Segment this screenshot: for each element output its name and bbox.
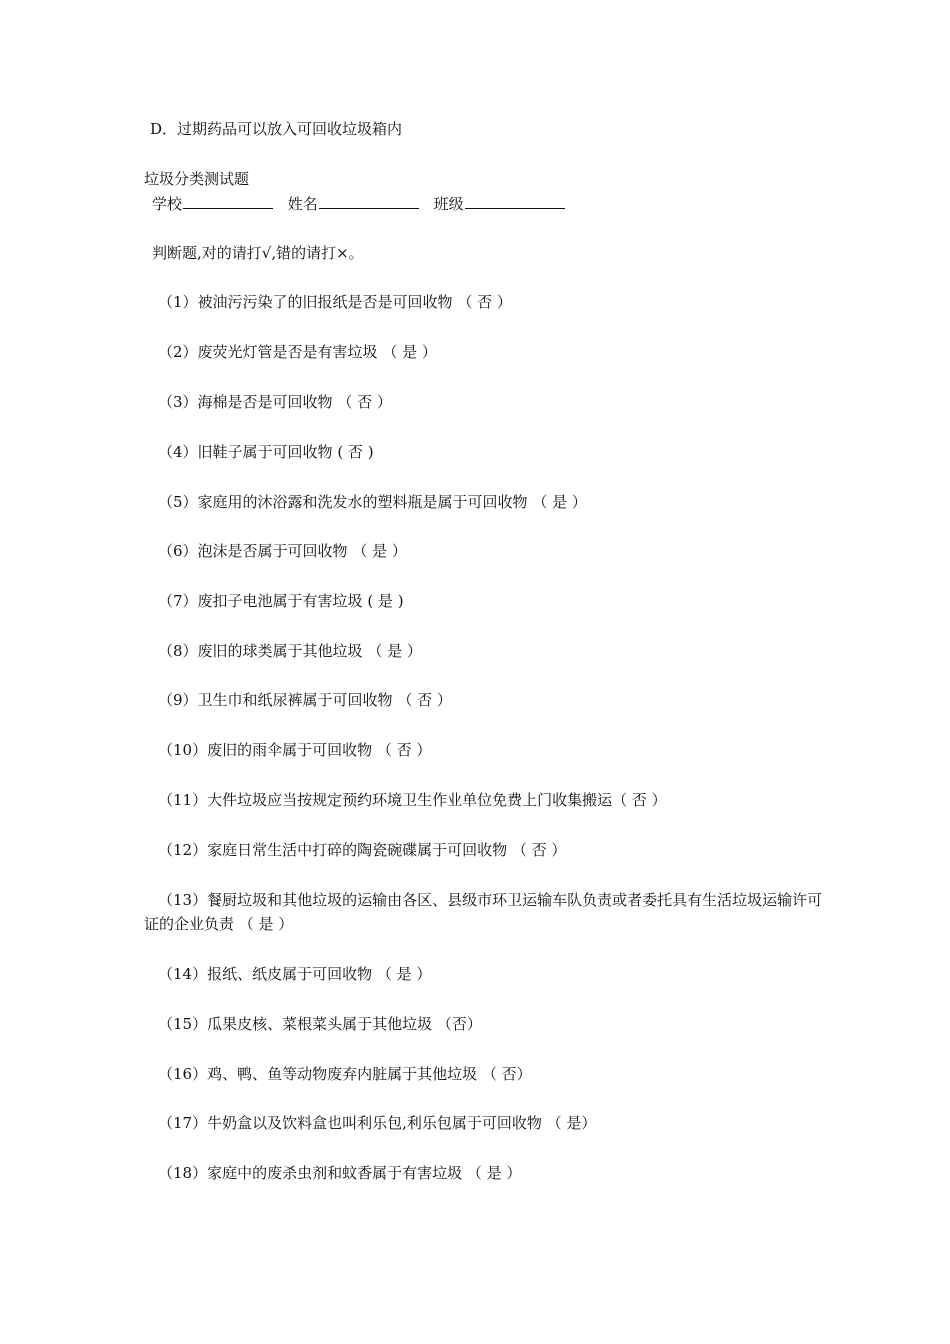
question-item: （8）废旧的球类属于其他垃圾 （ 是 ） — [158, 642, 422, 660]
question-item: （5）家庭用的沐浴露和洗发水的塑料瓶是属于可回收物 （ 是 ） — [158, 493, 587, 511]
question-item: （6）泡沫是否属于可回收物 （ 是 ） — [158, 542, 407, 560]
question-item: （4）旧鞋子属于可回收物 ( 否 ) — [158, 443, 374, 461]
class-blank[interactable] — [465, 192, 565, 209]
question-item: （9）卫生巾和纸尿裤属于可回收物 （ 否 ） — [158, 691, 452, 709]
student-info-fields — [152, 192, 575, 215]
name-field — [288, 192, 419, 215]
document-title: 垃圾分类测试题 — [144, 170, 250, 188]
question-item: （16）鸡、鸭、鱼等动物废弃内脏属于其他垃圾 （ 否） — [158, 1065, 532, 1083]
question-item: （1）被油污污染了的旧报纸是否是可回收物 （ 否 ） — [158, 293, 512, 311]
class-label: 班级 — [433, 195, 464, 213]
question-item: （10）废旧的雨伞属于可回收物 （ 否 ） — [158, 741, 432, 759]
school-label: 学校 — [152, 195, 183, 213]
question-item: （11）大件垃圾应当按规定预约环境卫生作业单位免费上门收集搬运（ 否 ） — [158, 791, 667, 809]
instruction-text: 判断题,对的请打√,错的请打×。 — [152, 244, 364, 262]
question-item: （13）餐厨垃圾和其他垃圾的运输由各区、县级市环卫运输车队负责或者委托具有生活垃圾运输许可证的企业负责 （ 是 ） — [144, 891, 823, 933]
class-field — [434, 192, 565, 215]
question-item: （3）海棉是否是可回收物 （ 否 ） — [158, 393, 392, 411]
previous-question-option-d: D．过期药品可以放入可回收垃圾箱内 — [150, 120, 403, 138]
question-item: （17）牛奶盒以及饮料盒也叫利乐包,利乐包属于可回收物 （ 是） — [158, 1114, 597, 1132]
question-item: （18）家庭中的废杀虫剂和蚊香属于有害垃圾 （ 是 ） — [158, 1164, 522, 1182]
question-item: （15）瓜果皮核、菜根菜头属于其他垃圾 （否） — [158, 1015, 482, 1033]
name-blank[interactable] — [319, 192, 419, 209]
question-item: （7）废扣子电池属于有害垃圾 ( 是 ) — [158, 592, 404, 610]
question-item: （14）报纸、纸皮属于可回收物 （ 是 ） — [158, 965, 432, 983]
question-item: （12）家庭日常生活中打碎的陶瓷碗碟属于可回收物 （ 否 ） — [158, 841, 567, 859]
name-label: 姓名 — [287, 195, 318, 213]
school-field — [152, 192, 273, 215]
question-item: （2）废荧光灯管是否是有害垃圾 （ 是 ） — [158, 343, 437, 361]
school-blank[interactable] — [183, 192, 273, 209]
